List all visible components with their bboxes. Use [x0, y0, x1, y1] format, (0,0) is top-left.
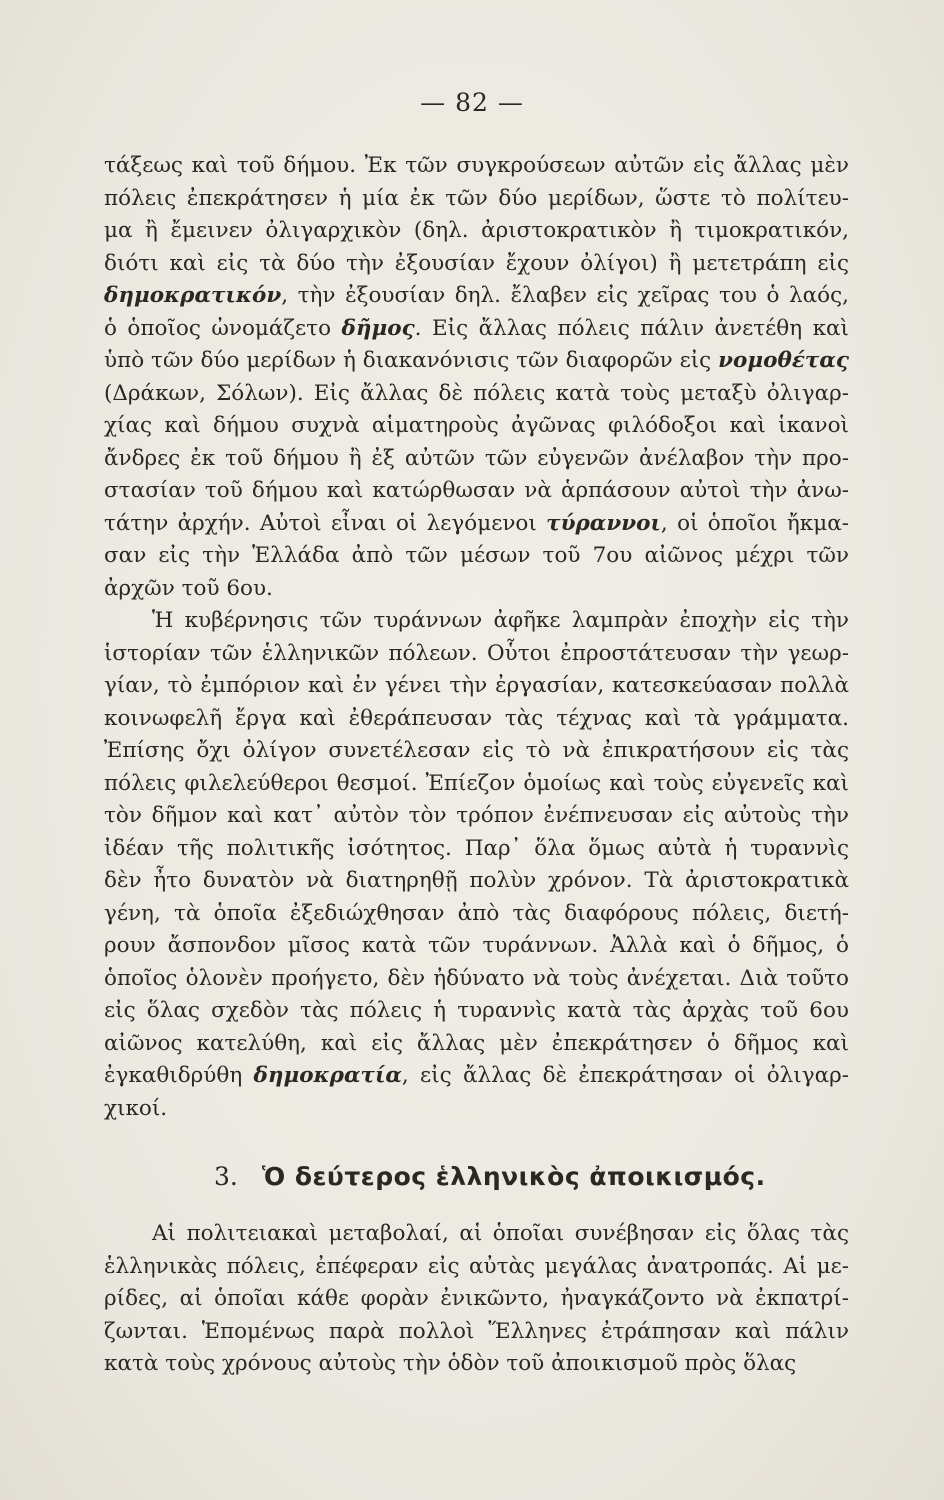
emphasized-term: δημοκρατικόν: [104, 283, 282, 308]
text-segment: τάτην ἀρχήν. Αὐτοὶ εἶναι οἱ λεγόμενοι: [104, 510, 547, 536]
text-segment: Ἐπίσης ὄχι ὀλίγον συνετέλεσαν εἰς τὸ νὰ ἐπικρατήσουν εἰς τὰς: [104, 738, 849, 763]
text-segment: , εἰς ἄλλας δὲ ἐπεκράτησαν οἱ ὀλιγαρ-: [401, 1063, 850, 1088]
text-segment: ἑλληνικὰς πόλεις, ἐπέφεραν εἰς αὐτὰς μεγάλας ἀνατροπάς. Αἱ με-: [104, 1253, 849, 1279]
text-segment: ρίδες, αἱ ὁποῖαι κάθε φορὰν ἐνικῶντο, ἠναγκάζοντο νὰ ἐκπατρί-: [104, 1286, 849, 1311]
text-segment: χικοί.: [104, 1095, 168, 1121]
text-line: [104, 1348, 849, 1381]
text-segment: , οἱ ὁποῖοι ἤκμα-: [660, 510, 849, 536]
paragraph-tyranny-origins: [104, 150, 849, 605]
text-line: [104, 638, 849, 671]
text-line: [104, 280, 849, 313]
text-line: [104, 150, 849, 183]
text-line: [104, 1251, 849, 1284]
text-line: [104, 735, 849, 768]
text-segment: ρουν ἄσπονδον μῖσος κατὰ τῶν τυράννων. Ἀλλὰ καὶ ὁ δῆμος, ὁ: [104, 933, 849, 958]
section-text: [104, 1218, 849, 1381]
page-number: — 82 —: [420, 88, 524, 117]
text-segment: γένη, τὰ ὁποῖα ἐξεδιώχθησαν ἀπὸ τὰς διαφόρους πόλεις, διετή-: [104, 900, 849, 926]
section-number: 3.: [214, 1162, 238, 1191]
text-segment: ὁ ὁποῖος ὠνομάζετο: [104, 315, 342, 341]
text-line: [104, 865, 849, 898]
paragraph-second-colonization: [104, 1218, 849, 1381]
text-line: [104, 833, 849, 866]
text-segment: Αἱ πολιτειακαὶ μεταβολαί, αἱ ὁποῖαι συνέβησαν εἰς ὅλας τὰς: [152, 1221, 849, 1246]
text-segment: τάξεως καὶ τοῦ δήμου. Ἐκ τῶν συγκρούσεων αὐτῶν εἰς ἄλλας μὲν: [104, 153, 849, 178]
text-segment: ἰδέαν τῆς πολιτικῆς ἰσότητος. Παρ᾽ ὅλα ὅμως αὐτὰ ἡ τυραννὶς: [104, 835, 849, 861]
text-segment: μα ἢ ἔμεινεν ὀλιγαρχικὸν (δηλ. ἀριστοκρατικὸν ἢ τιμοκρατικόν,: [104, 218, 849, 243]
text-line: [104, 898, 849, 931]
text-line: [104, 378, 849, 411]
text-line: [104, 1028, 849, 1061]
text-line: [104, 1316, 849, 1349]
text-line: [104, 248, 849, 281]
text-line: [104, 1060, 849, 1093]
main-text: [104, 150, 849, 1125]
text-line: [104, 183, 849, 216]
text-segment: ἱστορίαν τῶν ἑλληνικῶν πόλεων. Οὗτοι ἐπροστάτευσαν τὴν γεωρ-: [104, 640, 849, 666]
text-segment: στασίαν τοῦ δήμου καὶ κατώρθωσαν νὰ ἁρπάσουν αὐτοὶ τὴν ἀνω-: [104, 478, 849, 503]
text-line: [104, 345, 849, 378]
text-segment: Ἡ κυβέρνησις τῶν τυράννων ἀφῆκε λαμπρὰν ἐποχὴν εἰς τὴν: [152, 608, 849, 633]
text-segment: διότι καὶ εἰς τὰ δύο τὴν ἐξουσίαν ἔχουν ὀλίγοι) ἢ μετετράπη εἰς: [104, 250, 849, 276]
paragraph-tyranny-government: [104, 605, 849, 1125]
text-segment: αἰῶνος κατελύθη, καὶ εἰς ἄλλας μὲν ἐπεκράτησεν ὁ δῆμος καὶ: [104, 1030, 849, 1056]
text-segment: τὸν δῆμον καὶ κατ᾽ αὐτὸν τὸν τρόπον ἐνέπνευσαν εἰς αὐτοὺς τὴν: [104, 803, 849, 828]
text-line: [104, 443, 849, 476]
text-segment: ὑπὸ τῶν δύο μερίδων ἡ διακανόνισις τῶν διαφορῶν εἰς: [104, 348, 719, 373]
text-line: [104, 703, 849, 736]
text-line: [104, 1283, 849, 1316]
text-segment: εἰς ὅλας σχεδὸν τὰς πόλεις ἡ τυραννὶς κατὰ τὰς ἀρχὰς τοῦ 6ου: [104, 998, 849, 1023]
text-segment: (Δράκων, Σόλων). Εἰς ἄλλας δὲ πόλεις κατὰ τοὺς μεταξὺ ὀλιγαρ-: [104, 380, 849, 406]
text-line: [104, 930, 849, 963]
text-line: [104, 540, 849, 573]
text-segment: κατὰ τοὺς χρόνους αὐτοὺς τὴν ὁδὸν τοῦ ἀποικισμοῦ πρὸς ὅλας: [104, 1351, 797, 1376]
text-segment: κοινωφελῆ ἔργα καὶ ἐθεράπευσαν τὰς τέχνας καὶ τὰ γράμματα.: [104, 705, 849, 731]
text-segment: πόλεις ἐπεκράτησεν ἡ μία ἐκ τῶν δύο μερίδων, ὥστε τὸ πολίτευ-: [104, 185, 849, 211]
text-line: [104, 605, 849, 638]
section-title: Ὁ δεύτερος ἑλληνικὸς ἀποικισμός.: [261, 1162, 766, 1191]
text-segment: χίας καὶ δήμου συχνὰ αἱματηροὺς ἀγῶνας φιλόδοξοι καὶ ἱκανοὶ: [104, 413, 849, 438]
emphasized-term: δημοκρατία: [253, 1063, 402, 1088]
emphasized-term: νομοθέτας: [718, 348, 849, 373]
text-line: [104, 313, 849, 346]
text-segment: , τὴν ἐξουσίαν δηλ. ἔλαβεν εἰς χεῖρας του ὁ λαός,: [281, 283, 849, 308]
text-line: [104, 410, 849, 443]
text-line: [104, 1093, 849, 1126]
text-line: [104, 215, 849, 248]
text-line: [104, 768, 849, 801]
text-segment: ὁποῖος ὁλονὲν προήγετο, δὲν ἠδύνατο νὰ τοὺς ἀνέχεται. Διὰ τοῦτο: [104, 965, 849, 991]
text-segment: σαν εἰς τὴν Ἑλλάδα ἀπὸ τῶν μέσων τοῦ 7ου αἰῶνος μέχρι τῶν: [104, 543, 849, 568]
text-segment: πόλεις φιλελεύθεροι θεσμοί. Ἐπίεζον ὁμοίως καὶ τοὺς εὐγενεῖς καὶ: [104, 770, 849, 796]
text-segment: ἄνδρες ἐκ τοῦ δήμου ἢ ἐξ αὐτῶν τῶν εὐγενῶν ἀνέλαβον τὴν προ-: [104, 445, 849, 471]
text-line: [104, 670, 849, 703]
text-line: [104, 475, 849, 508]
text-segment: ζωνται. Ἑπομένως παρὰ πολλοὶ Ἕλληνες ἐτράπησαν καὶ πάλιν: [104, 1318, 849, 1344]
text-line: [104, 508, 849, 541]
text-line: [104, 573, 849, 606]
emphasized-term: τύραννοι: [546, 510, 661, 536]
text-segment: . Εἰς ἄλλας πόλεις πάλιν ἀνετέθη καὶ: [414, 315, 849, 341]
text-line: [104, 963, 849, 996]
emphasized-term: δῆμος: [341, 315, 415, 341]
text-line: [104, 1218, 849, 1251]
section-heading: [214, 1162, 766, 1191]
text-segment: γίαν, τὸ ἐμπόριον καὶ ἐν γένει τὴν ἐργασίαν, κατεσκεύασαν πολλὰ: [104, 673, 849, 698]
text-segment: δὲν ἦτο δυνατὸν νὰ διατηρηθῇ πολὺν χρόνον. Τὰ ἀριστοκρατικὰ: [104, 868, 849, 893]
text-line: [104, 800, 849, 833]
text-segment: ἀρχῶν τοῦ 6ου.: [104, 575, 273, 601]
text-line: [104, 995, 849, 1028]
text-segment: ἐγκαθιδρύθη: [104, 1063, 254, 1088]
